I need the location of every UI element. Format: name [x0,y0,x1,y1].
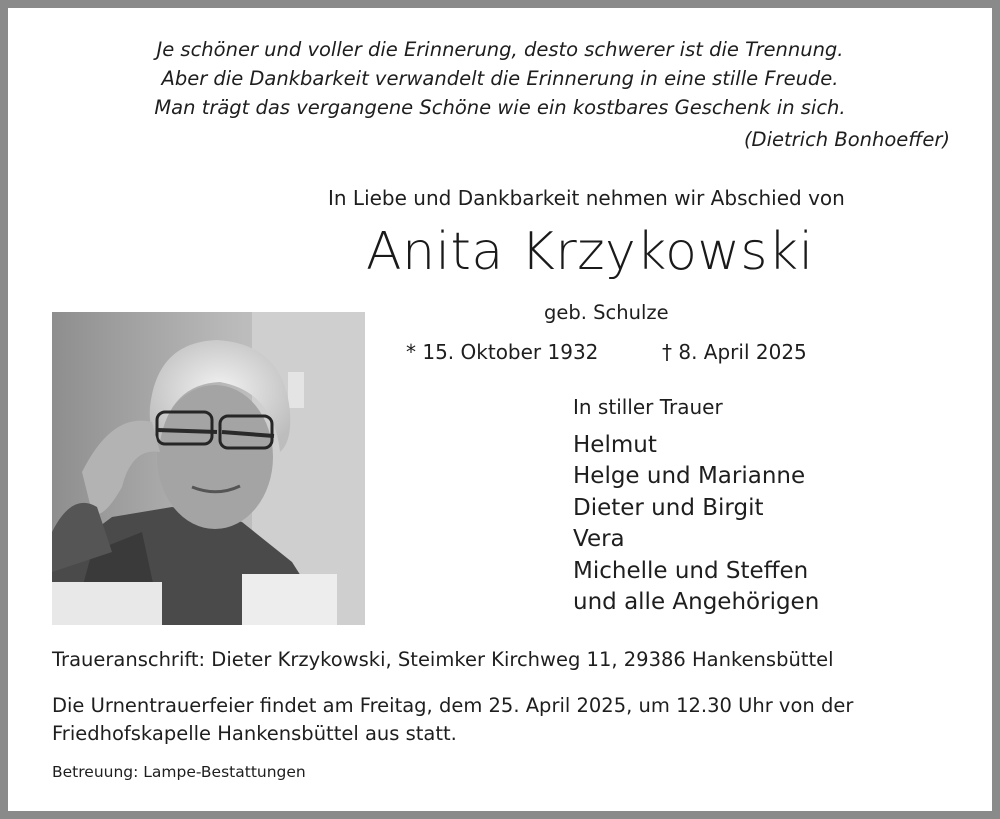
mourning-address: Traueranschrift: Dieter Krzykowski, Steimker Kirchweg 11, 29386 Hankensbüttel [52,648,834,671]
mourner-name: Helge und Marianne [573,463,806,490]
funeral-home: Betreuung: Lampe-Bestattungen [52,763,306,781]
intro-text: In Liebe und Dankbarkeit nehmen wir Abschied von [328,186,845,210]
quote-line-2: Aber die Dankbarkeit verwandelt die Erinnerung in eine stille Freude. [161,67,839,90]
quote-line-3: Man trägt das vergangene Schöne wie ein kostbares Geschenk in sich. [154,96,846,119]
service-info [52,692,853,748]
mourner-name: Dieter und Birgit [573,494,764,521]
mourner-name: Helmut [573,432,657,458]
mourner-name: Vera [573,526,625,553]
maiden-name: geb. Schulze [544,301,669,324]
quote-line-1: Je schöner und voller die Erinnerung, desto schwerer ist die Trennung. [156,38,844,61]
mourner-name: Michelle und Steffen [573,557,809,584]
portrait-photo [52,312,365,625]
quote-author: (Dietrich Bonhoeffer) [743,128,950,151]
mourners-list [573,430,819,618]
mourner-name: und alle Angehörigen [573,589,820,616]
deceased-name: Anita Krzykowski [366,222,814,282]
portrait-image [52,312,365,625]
death-date: † 8. April 2025 [662,340,807,364]
service-line-2: Friedhofskapelle Hankensbüttel aus statt. [52,722,457,745]
birth-date: * 15. Oktober 1932 [406,340,599,364]
mourners-heading: In stiller Trauer [573,395,723,419]
service-line-1: Die Urnentrauerfeier findet am Freitag, dem 25. April 2025, um 12.30 Uhr von der [52,694,854,717]
